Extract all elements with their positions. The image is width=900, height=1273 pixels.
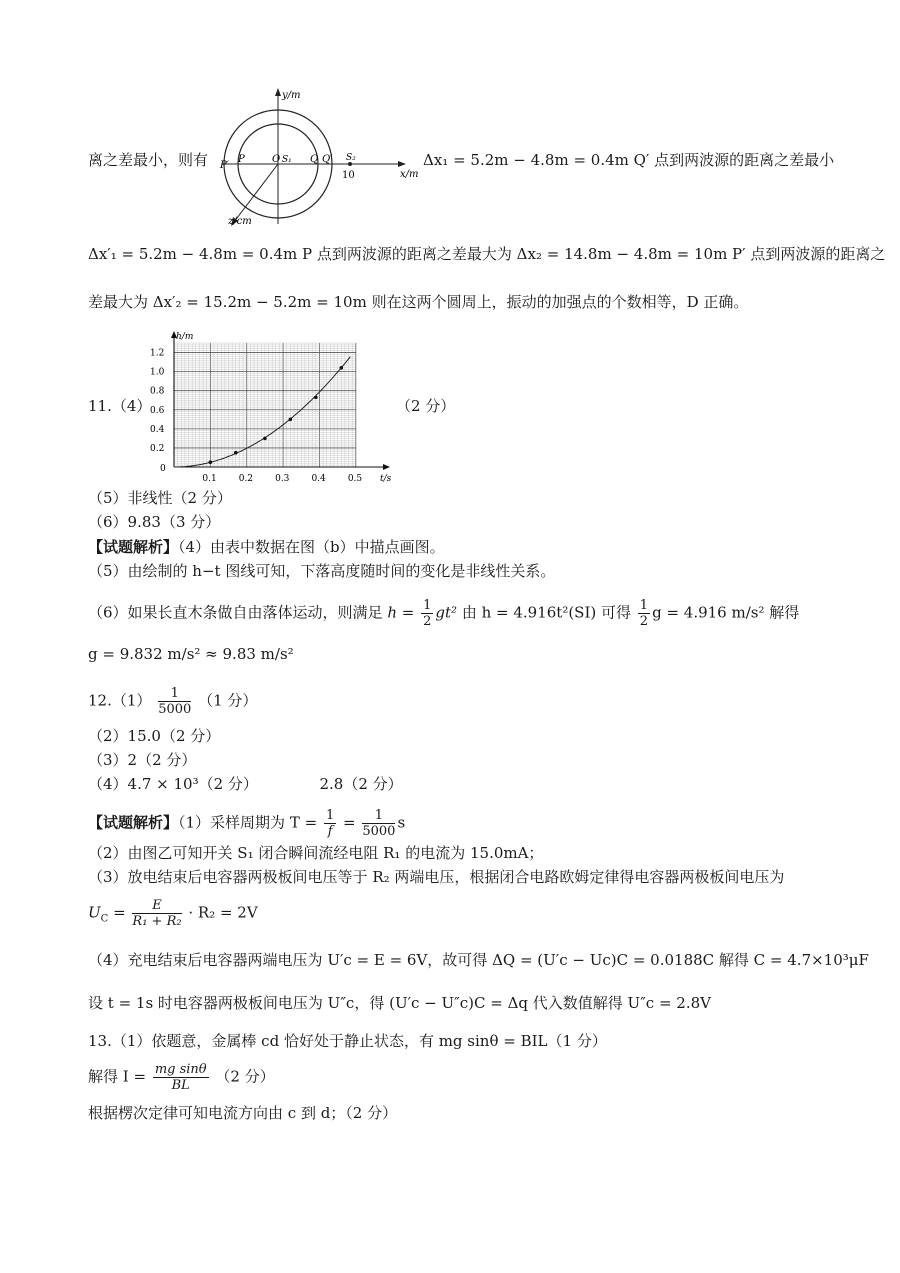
analysis-tag: 【试题解析】 bbox=[88, 538, 179, 556]
wave-line-2-text: Δx′₁ = 5.2m − 4.8m = 0.4m P 点到两波源的距离之差最大为 Δx₂ = 14.8m − 4.8m = 10m P′ 点到两波源的距离之 bbox=[88, 245, 886, 263]
wave-line-1 bbox=[88, 150, 208, 170]
wave-line-1-suffix-text: Δx₁ = 5.2m − 4.8m = 0.4m Q′ 点到两波源的距离之差最小 bbox=[423, 151, 835, 169]
y-tick-label: 0.4 bbox=[150, 424, 165, 435]
x-tick-label: 0.3 bbox=[275, 474, 290, 484]
q11-analysis-6d-text: g = 9.832 m/s² ≈ 9.83 m/s² bbox=[88, 645, 294, 663]
q12-analysis-1-text: （1）采样周期为 T = bbox=[178, 813, 318, 832]
wave-line-3 bbox=[88, 292, 748, 312]
q12-frac-den: R₁ + R₂ bbox=[132, 914, 182, 929]
wave-line-1-suffix bbox=[423, 150, 834, 170]
q11-analysis-5-text: （5）由绘制的 h−t 图线可知，下落高度随时间的变化是非线性关系。 bbox=[88, 562, 556, 580]
q12-answer-1 bbox=[88, 686, 257, 717]
tick-10: 10 bbox=[342, 170, 355, 181]
analysis-tag-12: 【试题解析】 bbox=[88, 813, 179, 832]
x-tick-label: 0.4 bbox=[311, 474, 326, 484]
q11-analysis-4-text: （4）由表中数据在图（b）中描点画图。 bbox=[178, 538, 445, 556]
x-tick-label: 0.1 bbox=[202, 474, 217, 484]
q12-ans1-den: 5000 bbox=[158, 702, 192, 717]
q11-item-5-text: （5）非线性（2 分） bbox=[88, 489, 232, 507]
q12-item-4 bbox=[88, 774, 403, 794]
z-axis-label: z/cm bbox=[228, 216, 252, 227]
q13-line-1-text: 13.（1）依题意，金属棒 cd 恰好处于静止状态，有 mg sinθ = BIL（1 分） bbox=[88, 1032, 607, 1050]
data-point bbox=[314, 396, 318, 400]
q13-line-3 bbox=[88, 1103, 397, 1123]
q12-item-3-text: （3）2（2 分） bbox=[88, 751, 197, 769]
point-o: O bbox=[272, 154, 281, 165]
q12-analysis-3b: $U_C$ = $\frac{E}{\text{R₁ + R₂}}$ · R₂ = 2V bbox=[88, 898, 258, 929]
q12-ans4b: 2.8（2 分） bbox=[319, 775, 403, 793]
x-tick-label: 0.5 bbox=[347, 474, 363, 484]
q12-analysis-3b-post: · R₂ = 2V bbox=[188, 903, 258, 922]
point-p-prime: P′ bbox=[220, 160, 229, 171]
q11-analysis-6a: （6）如果长直木条做自由落体运动，则满足 bbox=[88, 603, 383, 622]
q11-analysis-6b: 由 h = 4.916t²(SI) 可得 bbox=[461, 603, 632, 622]
q12-period-num: 1 bbox=[362, 808, 395, 824]
wave-line-1-prefix: 离之差最小，则有 bbox=[88, 151, 209, 169]
y-tick-label: 0.8 bbox=[150, 386, 165, 397]
y-tick-label: 1.2 bbox=[150, 348, 165, 359]
q11-item-6 bbox=[88, 512, 220, 532]
q12-period-den: 5000 bbox=[362, 824, 396, 839]
y-axis-title: h/m bbox=[176, 332, 194, 342]
chart-axes bbox=[171, 331, 390, 470]
q11-analysis-5 bbox=[88, 561, 555, 581]
q11-analysis-6d bbox=[88, 644, 294, 664]
wave-line-3-text: 差最大为 Δx′₂ = 15.2m − 5.2m = 10m 则在这两个圆周上，振动的加强点的个数相等，D 正确。 bbox=[88, 293, 749, 311]
y-tick-label: 0.6 bbox=[150, 405, 165, 416]
q12-analysis-2-text: （2）由图乙可知开关 S₁ 闭合瞬间流经电阻 R₁ 的电流为 15.0mA； bbox=[88, 844, 544, 862]
q11-score bbox=[396, 396, 455, 416]
q13-frac-num: mg sinθ bbox=[154, 1062, 207, 1077]
q13-line-2 bbox=[88, 1062, 275, 1093]
point-q-prime: Q′ bbox=[322, 154, 333, 165]
x-axis-label: x/m bbox=[400, 169, 419, 180]
q12-uc: U bbox=[88, 903, 101, 922]
q11-item-6-text: （6）9.83（3 分） bbox=[88, 513, 221, 531]
q12-label: 12.（1） bbox=[88, 691, 152, 710]
data-point bbox=[263, 437, 267, 441]
q11-analysis-6c: g = 4.916 m/s² 解得 bbox=[652, 603, 800, 622]
chart-grid bbox=[174, 343, 356, 467]
q12-analysis-4b-text: 设 t = 1s 时电容器两极板间电压为 U″c，得 (U′c − U″c)C = Δq 代入数值解得 U″c = 2.8V bbox=[88, 994, 711, 1012]
q12-ans4: （4）4.7 × 10³（2 分） bbox=[88, 775, 258, 793]
point-s1: S₁ bbox=[282, 155, 292, 165]
data-point bbox=[234, 451, 238, 455]
q12-item-2 bbox=[88, 726, 220, 746]
data-point bbox=[289, 418, 293, 422]
q11-label-text: 11.（4） bbox=[88, 397, 152, 415]
point-p: P bbox=[238, 154, 245, 165]
data-point bbox=[209, 460, 213, 464]
q12-ans1-score: （1 分） bbox=[198, 691, 258, 710]
q11-score-text: （2 分） bbox=[396, 397, 456, 415]
q12-item-2-text: （2）15.0（2 分） bbox=[88, 727, 221, 745]
q12-item-3 bbox=[88, 750, 196, 770]
q12-period-unit: s bbox=[397, 813, 406, 832]
q13-line-2-pre: 解得 I = bbox=[88, 1067, 147, 1086]
wave-diagram bbox=[222, 84, 422, 229]
q11-analysis-6: （6）如果长直木条做自由落体运动，则满足 h = $\frac{1}{2}$ gt² 由 h = 4.916t²(SI) 可得 $\frac{1}{2}$ g = 4.916 m/s² 解得 bbox=[88, 598, 800, 629]
q12-frac-num: E bbox=[132, 898, 181, 914]
data-point bbox=[339, 366, 343, 370]
wave-line-2 bbox=[88, 244, 885, 264]
y-axis-label: y/m bbox=[282, 90, 301, 101]
q12-ans1-num: 1 bbox=[158, 686, 191, 702]
y-tick-label: 0.2 bbox=[150, 443, 165, 454]
point-s2: S₂ bbox=[346, 153, 356, 163]
q12-analysis-3-text: （3）放电结束后电容器两极板间电压等于 R₂ 两端电压，根据闭合电路欧姆定律得电容器两极板间电压为 bbox=[88, 868, 785, 886]
h-t-chart bbox=[140, 333, 390, 485]
q13-line-1 bbox=[88, 1031, 607, 1051]
q12-analysis-4 bbox=[88, 950, 869, 970]
q12-analysis-1: 【试题解析】（1）采样周期为 T = $\frac{1}{f}$ = $\frac{1}{5000}$ s bbox=[88, 808, 406, 839]
q13-frac-den: BL bbox=[171, 1078, 190, 1093]
x-axis-arrow bbox=[383, 464, 390, 470]
q12-analysis-2 bbox=[88, 843, 543, 863]
q11-analysis-4 bbox=[88, 537, 445, 557]
x-axis-title: t/s bbox=[380, 474, 392, 484]
q12-analysis-4-text: （4）充电结束后电容器两端电压为 U′c = E = 6V，故可得 ΔQ = (U′c − Uc)C = 0.0188C 解得 C = 4.7×10³μF bbox=[88, 951, 869, 969]
point-q: Q bbox=[310, 154, 319, 165]
origin-label: 0 bbox=[160, 464, 166, 474]
q13-line-3-text: 根据楞次定律可知电流方向由 c 到 d；（2 分） bbox=[88, 1104, 398, 1122]
q11-item-5 bbox=[88, 488, 232, 508]
q12-analysis-4b bbox=[88, 993, 711, 1013]
y-tick-label: 1.0 bbox=[150, 367, 165, 378]
q12-analysis-3 bbox=[88, 867, 784, 887]
x-tick-label: 0.2 bbox=[238, 474, 254, 484]
q13-line-2-score: （2 分） bbox=[215, 1067, 275, 1086]
